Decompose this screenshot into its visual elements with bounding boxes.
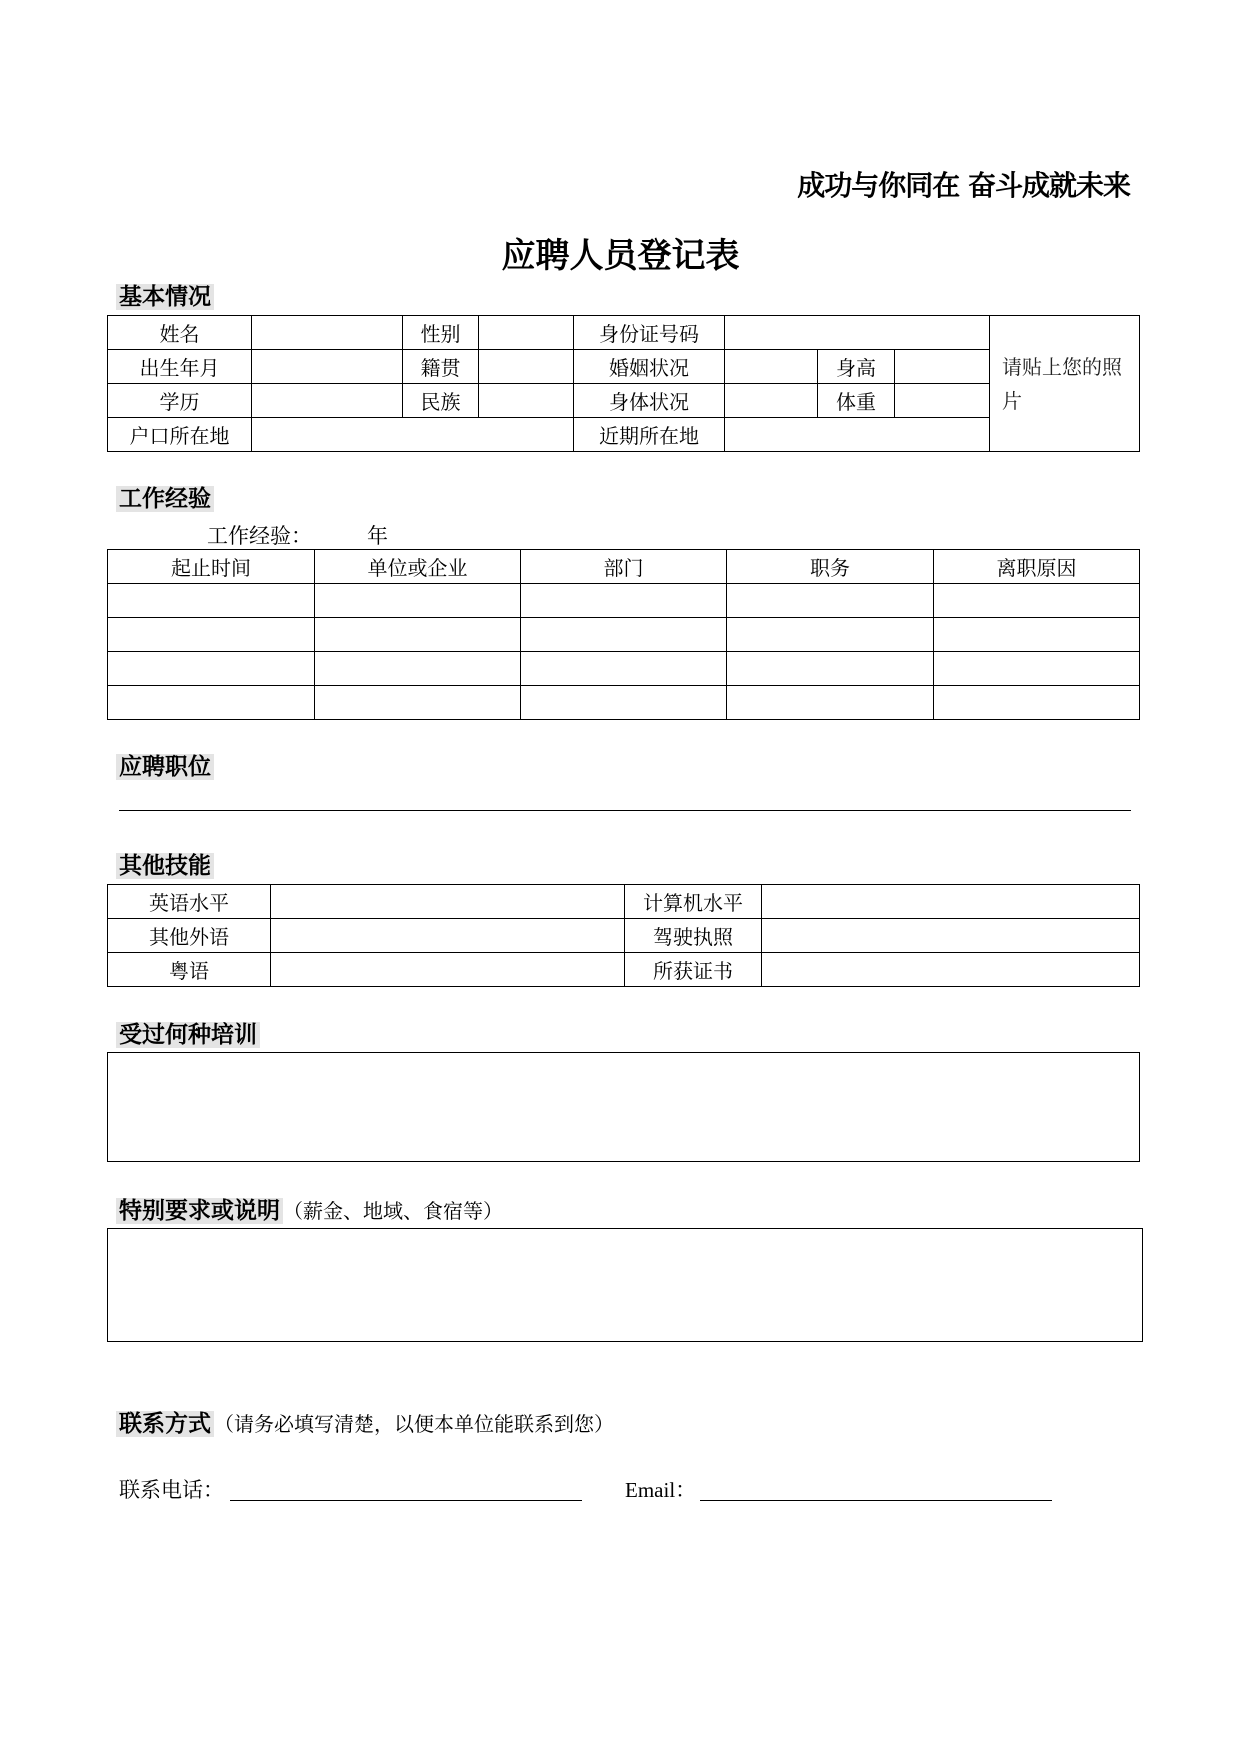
work-years-field[interactable] <box>312 527 367 550</box>
education-field[interactable] <box>252 384 403 418</box>
work-cell[interactable] <box>727 618 934 652</box>
computer-level-field[interactable] <box>762 885 1140 919</box>
hukou-label: 户口所在地 <box>108 418 252 452</box>
work-cell[interactable] <box>315 584 521 618</box>
driving-license-field[interactable] <box>762 919 1140 953</box>
weight-field[interactable] <box>895 384 990 418</box>
table-row <box>108 686 1140 720</box>
work-cell[interactable] <box>315 686 521 720</box>
work-cell[interactable] <box>108 652 315 686</box>
id-number-field[interactable] <box>725 316 990 350</box>
driving-license-label: 驾驶执照 <box>625 919 762 953</box>
section-contact: 联系方式 <box>116 1411 214 1437</box>
certificates-field[interactable] <box>762 953 1140 987</box>
work-cell[interactable] <box>521 652 727 686</box>
english-level-label: 英语水平 <box>108 885 271 919</box>
other-language-label: 其他外语 <box>108 919 271 953</box>
contact-note: （请务必填写清楚，以便本单位能联系到您） <box>214 1412 614 1436</box>
native-place-field[interactable] <box>479 350 574 384</box>
height-label: 身高 <box>818 350 895 384</box>
residence-field[interactable] <box>725 418 990 452</box>
id-number-label: 身份证号码 <box>574 316 725 350</box>
marital-status-label: 婚姻状况 <box>574 350 725 384</box>
english-level-field[interactable] <box>271 885 625 919</box>
section-training: 受过何种培训 <box>116 1022 260 1048</box>
position-applied-field[interactable] <box>119 788 1131 811</box>
birth-date-field[interactable] <box>252 350 403 384</box>
work-header-position: 职务 <box>727 550 934 584</box>
ethnicity-field[interactable] <box>479 384 574 418</box>
section-other-skills: 其他技能 <box>116 853 214 879</box>
work-cell[interactable] <box>108 686 315 720</box>
work-header-period: 起止时间 <box>108 550 315 584</box>
work-cell[interactable] <box>727 652 934 686</box>
work-years-line <box>207 520 388 550</box>
phone-field[interactable] <box>230 1476 582 1501</box>
work-cell[interactable] <box>315 652 521 686</box>
name-field[interactable] <box>252 316 403 350</box>
health-label: 身体状况 <box>574 384 725 418</box>
work-cell[interactable] <box>934 686 1140 720</box>
weight-label: 体重 <box>818 384 895 418</box>
work-cell[interactable] <box>108 584 315 618</box>
phone-label: 联系电话： <box>119 1478 224 1502</box>
work-cell[interactable] <box>315 618 521 652</box>
work-cell[interactable] <box>934 584 1140 618</box>
ethnicity-label: 民族 <box>403 384 479 418</box>
section-basic-info: 基本情况 <box>116 284 214 310</box>
work-cell[interactable] <box>727 584 934 618</box>
work-cell[interactable] <box>727 686 934 720</box>
work-cell[interactable] <box>934 618 1140 652</box>
work-cell[interactable] <box>934 652 1140 686</box>
work-cell[interactable] <box>521 618 727 652</box>
table-row <box>108 618 1140 652</box>
work-header-company: 单位或企业 <box>315 550 521 584</box>
work-experience-table <box>107 549 1140 720</box>
email-field[interactable] <box>700 1476 1052 1501</box>
education-label: 学历 <box>108 384 252 418</box>
training-box[interactable] <box>107 1052 1140 1162</box>
height-field[interactable] <box>895 350 990 384</box>
name-label: 姓名 <box>108 316 252 350</box>
special-requirements-note: （薪金、地域、食宿等） <box>283 1199 503 1223</box>
section-work-experience: 工作经验 <box>116 486 214 512</box>
other-language-field[interactable] <box>271 919 625 953</box>
photo-box[interactable]: 请贴上您的照片 <box>990 316 1140 452</box>
special-requirements-box[interactable] <box>107 1228 1143 1342</box>
work-cell[interactable] <box>521 584 727 618</box>
email-label: Email： <box>625 1478 697 1502</box>
birth-date-label: 出生年月 <box>108 350 252 384</box>
section-position-applied: 应聘职位 <box>116 754 214 780</box>
work-cell[interactable] <box>108 618 315 652</box>
residence-label: 近期所在地 <box>574 418 725 452</box>
form-title: 应聘人员登记表 <box>501 236 740 276</box>
work-header-department: 部门 <box>521 550 727 584</box>
work-header-leave-reason: 离职原因 <box>934 550 1140 584</box>
hukou-field[interactable] <box>252 418 574 452</box>
certificates-label: 所获证书 <box>625 953 762 987</box>
work-years-suffix: 年 <box>367 524 388 548</box>
work-cell[interactable] <box>521 686 727 720</box>
table-row <box>108 652 1140 686</box>
work-years-prefix: 工作经验： <box>207 524 312 548</box>
computer-level-label: 计算机水平 <box>625 885 762 919</box>
marital-status-field[interactable] <box>725 350 818 384</box>
cantonese-field[interactable] <box>271 953 625 987</box>
native-place-label: 籍贯 <box>403 350 479 384</box>
health-field[interactable] <box>725 384 818 418</box>
table-row <box>108 584 1140 618</box>
slogan: 成功与你同在 奋斗成就未来 <box>797 169 1130 202</box>
cantonese-label: 粤语 <box>108 953 271 987</box>
section-special-requirements: 特别要求或说明 <box>116 1198 283 1224</box>
skills-table <box>107 884 1140 987</box>
gender-label: 性别 <box>403 316 479 350</box>
basic-info-table <box>107 315 1140 452</box>
gender-field[interactable] <box>479 316 574 350</box>
